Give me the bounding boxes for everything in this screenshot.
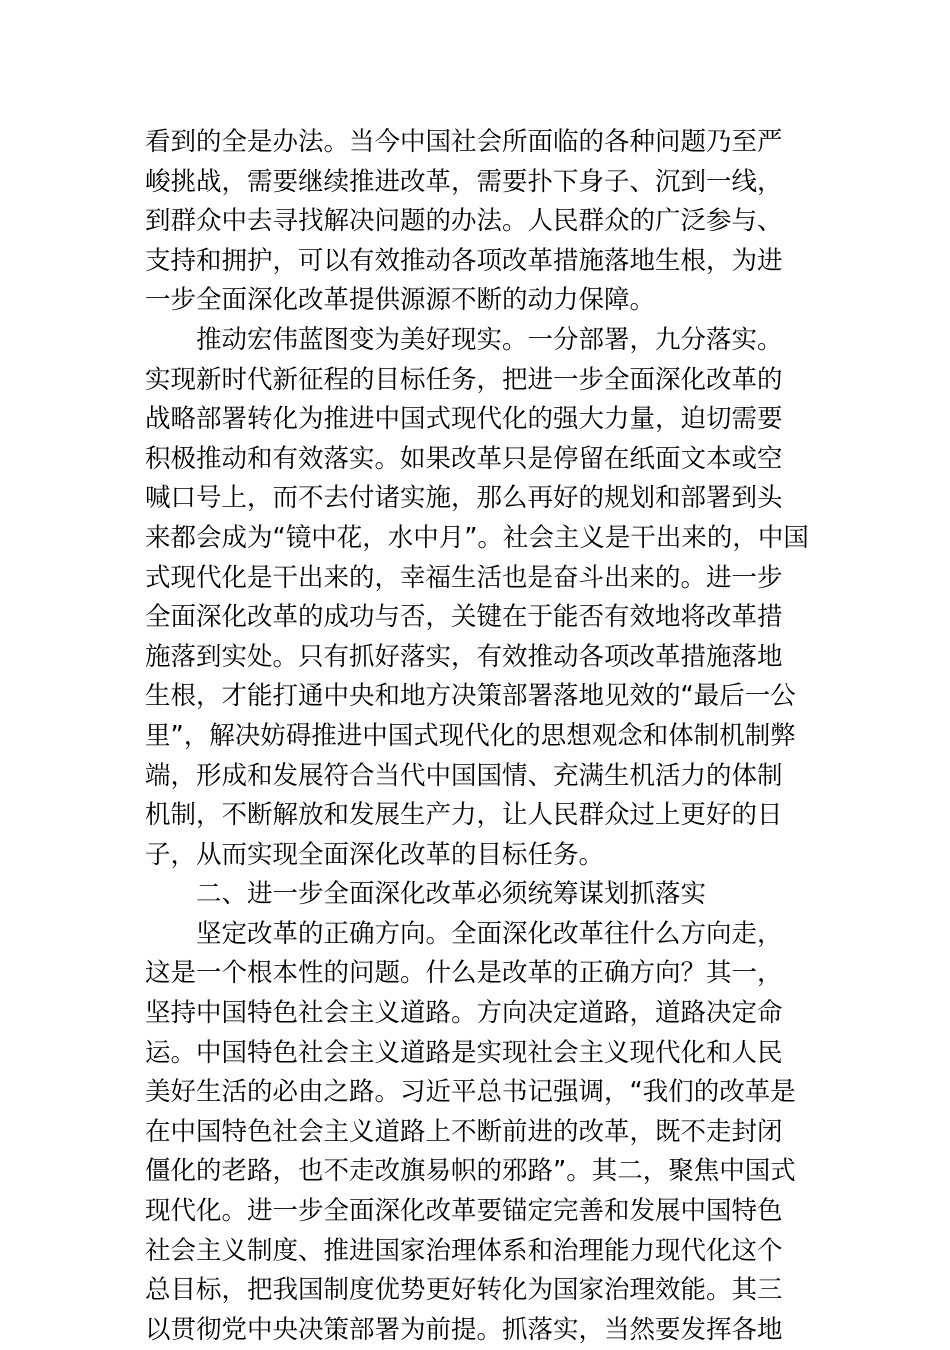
text-line: 全面深化改革的成功与否，关键在于能否有效地将改革措 [145,602,783,633]
body-text [145,123,807,1350]
text-line: 总目标，把我国制度优势更好转化为国家治理效能。其三 [145,1275,783,1306]
paragraph-start-line: 坚定改革的正确方向。全面深化改革往什么方向走， [196,918,783,949]
text-line: 生根，才能打通中央和地方决策部署落地见效的“最后一公 [145,681,796,712]
text-line: 这是一个根本性的问题。什么是改革的正确方向？其一， [145,958,783,989]
text-line: 来都会成为“镜中花，水中月”。社会主义是干出来的，中国 [145,522,809,553]
paragraph-start-line: 推动宏伟蓝图变为美好现实。一分部署，九分落实。 [196,324,783,355]
text-line: 坚持中国特色社会主义道路。方向决定道路，道路决定命 [145,998,783,1029]
text-line: 端，形成和发展符合当代中国国情、充满生机活力的体制 [145,760,783,791]
text-line: 机制，不断解放和发展生产力，让人民群众过上更好的日 [145,800,783,831]
text-line: 一步全面深化改革提供源源不断的动力保障。 [145,285,656,316]
text-line: 运。中国特色社会主义道路是实现社会主义现代化和人民 [145,1037,783,1068]
text-line: 在中国特色社会主义道路上不断前进的改革，既不走封闭 [145,1116,783,1147]
text-line: 支持和拥护，可以有效推动各项改革措施落地生根，为进 [145,245,783,276]
text-line: 看到的全是办法。当今中国社会所面临的各种问题乃至严 [145,127,783,157]
text-line: 美好生活的必由之路。习近平总书记强调，“我们的改革是 [145,1077,796,1108]
text-line: 社会主义制度、推进国家治理体系和治理能力现代化这个 [145,1235,783,1266]
text-line: 喊口号上，而不去付诸实施，那么再好的规划和部署到头 [145,483,783,514]
text-line: 施落到实处。只有抓好落实，有效推动各项改革措施落地 [145,641,783,672]
text-line: 里”，解决妨碍推进中国式现代化的思想观念和体制机制弊 [145,720,796,751]
text-line: 子，从而实现全面深化改革的目标任务。 [145,839,605,870]
text-line: 僵化的老路，也不走改旗易帜的邪路”。其二，聚焦中国式 [145,1156,796,1187]
text-line: 实现新时代新征程的目标任务，把进一步全面深化改革的 [145,364,783,395]
text-line: 峻挑战，需要继续推进改革，需要扑下身子、沉到一线， [145,166,783,197]
section-heading: 二、进一步全面深化改革必须统筹谋划抓落实 [196,879,707,910]
text-line: 战略部署转化为推进中国式现代化的强大力量，迫切需要 [145,404,783,435]
text-line: 积极推动和有效落实。如果改革只是停留在纸面文本或空 [145,443,783,474]
text-line: 式现代化是干出来的，幸福生活也是奋斗出来的。进一步 [145,562,783,593]
text-line: 到群众中去寻找解决问题的办法。人民群众的广泛参与、 [145,206,783,237]
text-line: 以贯彻党中央决策部署为前提。抓落实，当然要发挥各地 [145,1314,783,1345]
text-line: 现代化。进一步全面深化改革要锚定完善和发展中国特色 [145,1196,783,1227]
